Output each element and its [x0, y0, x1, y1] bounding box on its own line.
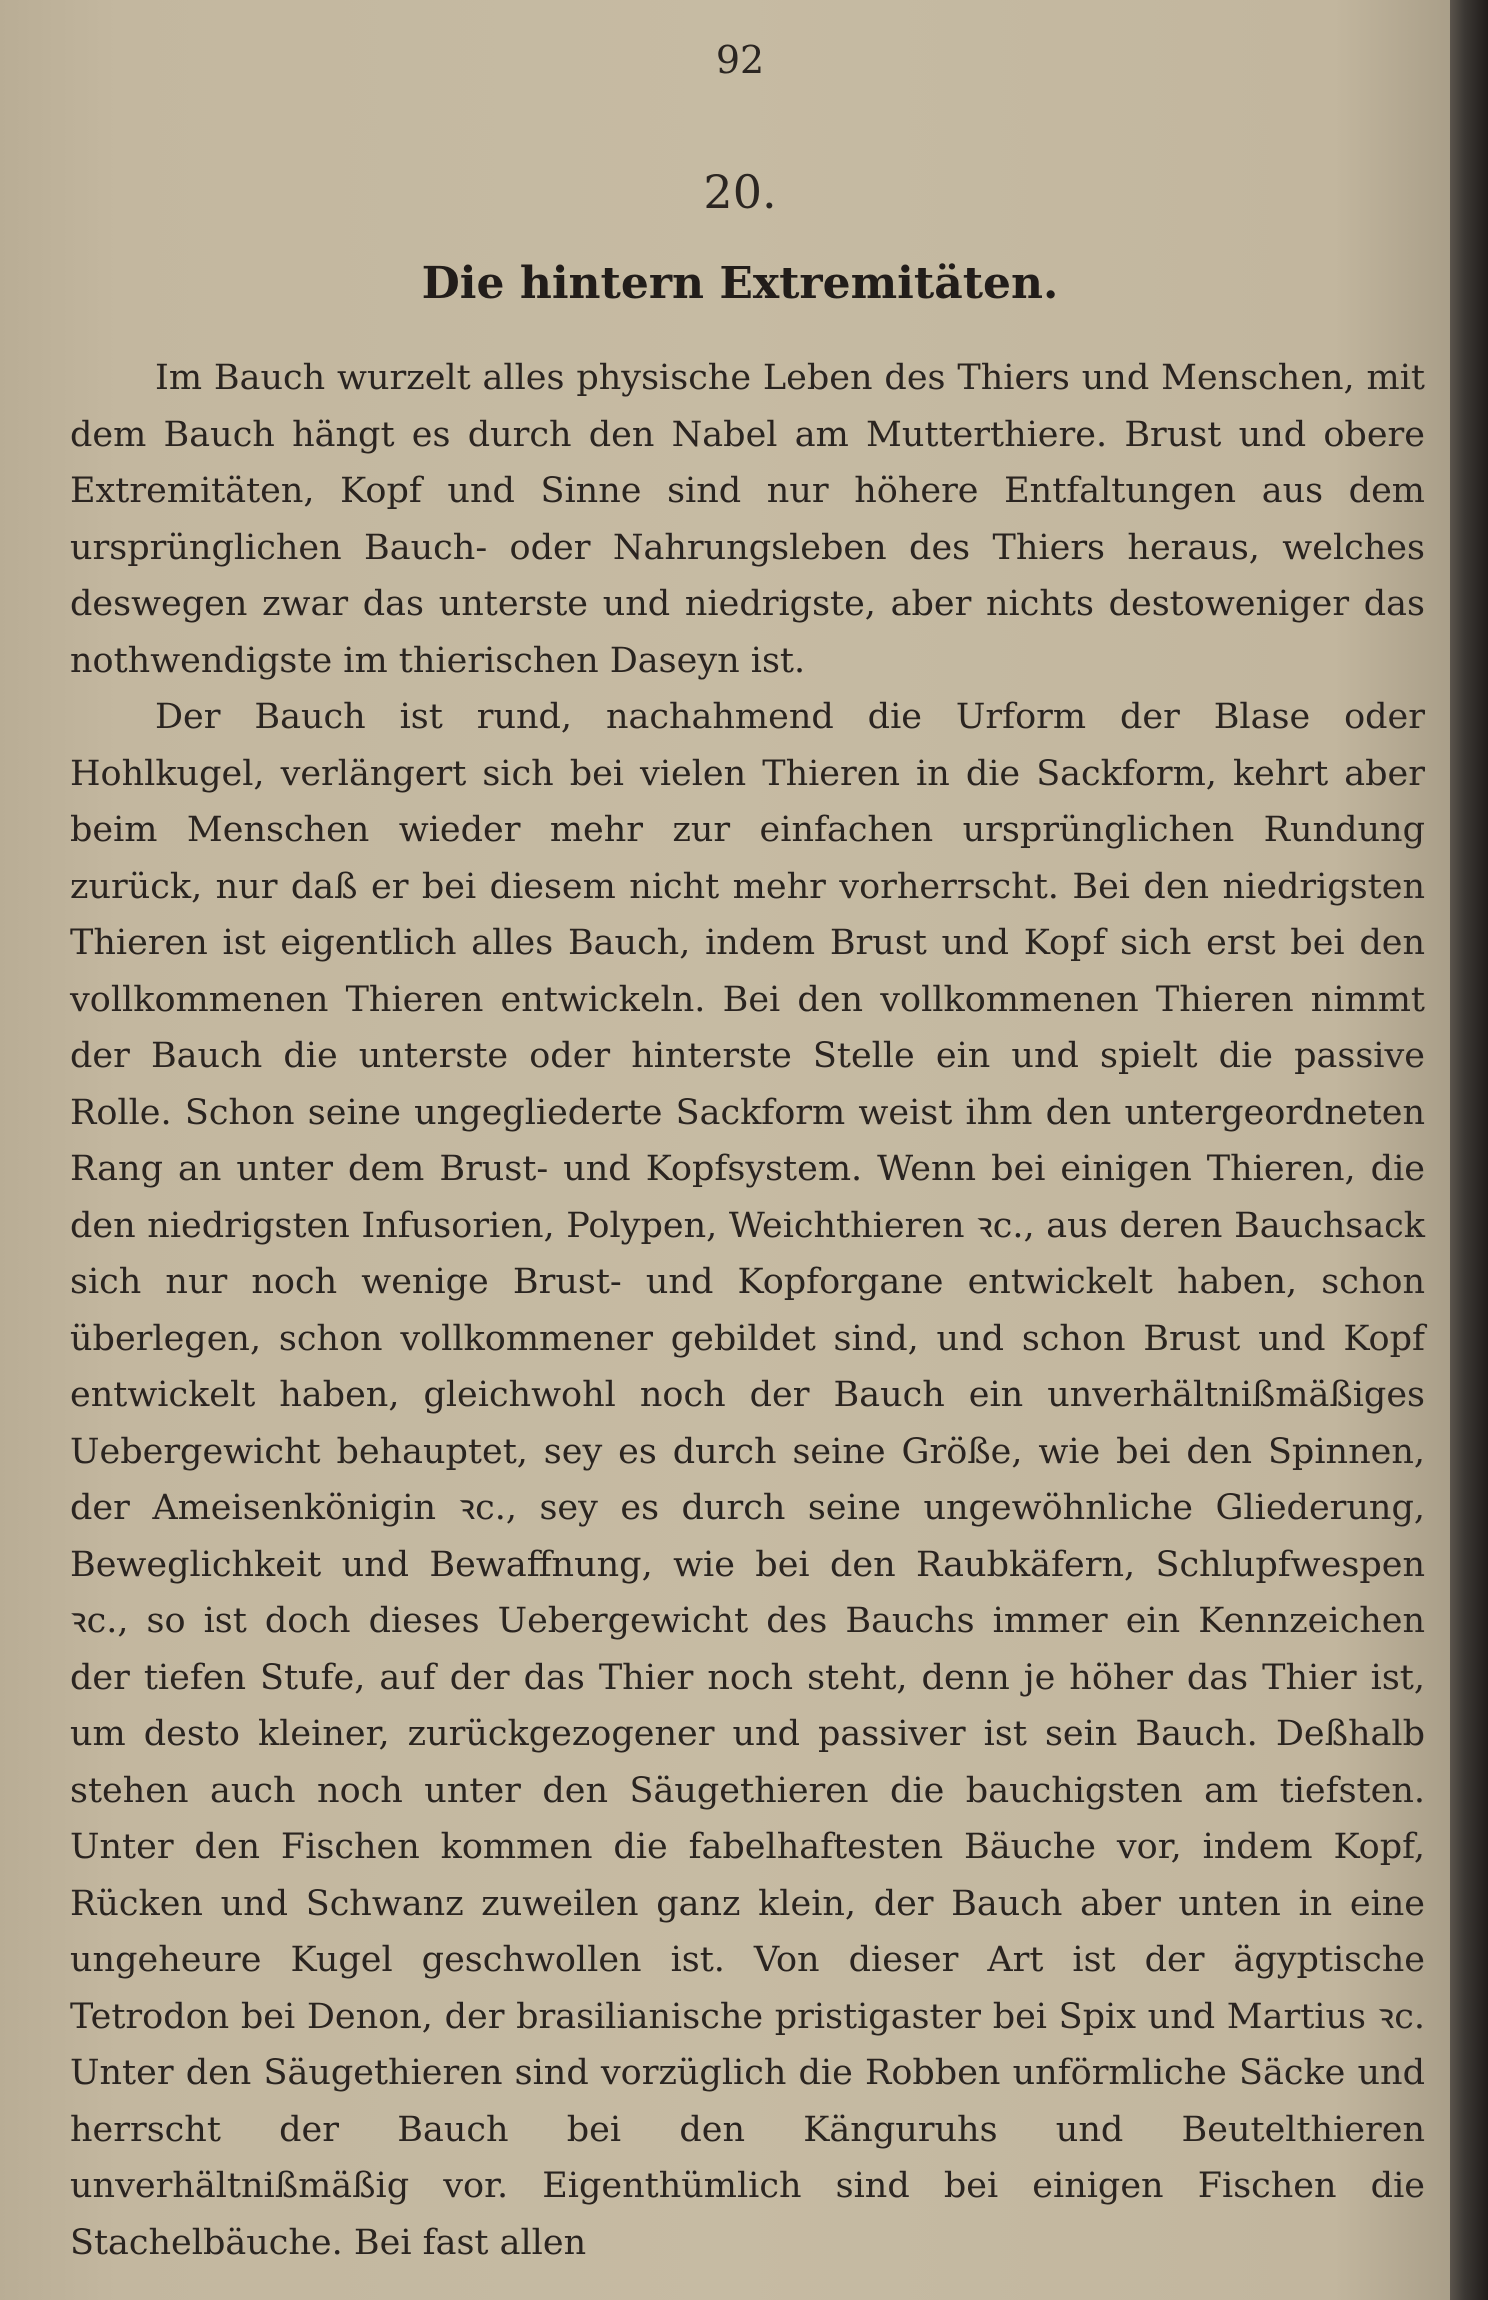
- paragraph: Der Bauch ist rund, nachahmend die Urform der Blase oder Hohlkugel, verlängert sich bei vielen Thieren in die Sackform, kehrt aber beim Menschen wieder mehr zur einfachen ursprünglichen Rundung zurück, nur daß er bei diesem nicht mehr vorherrscht. Bei den niedrigsten Thieren ist eigentlich alles Bauch, indem Brust und Kopf sich erst bei den vollkommenen Thieren entwickeln. Bei den vollkommenen Thieren nimmt der Bauch die unterste oder hinterste Stelle ein und spielt die passive Rolle. Schon seine ungegliederte Sackform weist ihm den untergeordneten Rang an unter dem Brust- und Kopfsystem. Wenn bei einigen Thieren, die den niedrigsten Infusorien, Polypen, Weichthieren ꝛc., aus deren Bauchsack sich nur noch wenige Brust- und Kopforgane entwickelt haben, schon überlegen, schon vollkommener gebildet sind, und schon Brust und Kopf entwickelt haben, gleichwohl noch der Bauch ein unverhältnißmäßiges Uebergewicht behauptet, sey es durch seine Größe, wie bei den Spinnen, der Ameisenkönigin ꝛc., sey es durch seine ungewöhnliche Gliederung, Beweglichkeit und Bewaffnung, wie bei den Raubkäfern, Schlupfwespen ꝛc., so ist doch dieses Uebergewicht des Bauchs immer ein Kennzeichen der tiefen Stufe, auf der das Thier noch steht, denn je höher das Thier ist, um desto kleiner, zurückgezogener und passiver ist sein Bauch. Deßhalb stehen auch noch unter den Säugethieren die bauchigsten am tiefsten. Unter den Fischen kommen die fabelhaftesten Bäuche vor, indem Kopf, Rücken und Schwanz zuweilen ganz klein, der Bauch aber unten in eine ungeheure Kugel geschwollen ist. Von dieser Art ist der ägyptische Tetrodon bei Denon, der brasilianische pristigaster bei Spix und Martius ꝛc. Unter den Säugethieren sind vorzüglich die Robben unförmliche Säcke und herrscht der Bauch bei den Känguruhs und Beutelthieren unverhältnißmäßig vor. Eigenthümlich sind bei einigen Fischen die Stachelbäuche. Bei fast allen: [70, 697, 1425, 2263]
- page-number: 92: [715, 38, 765, 82]
- body-text: [70, 350, 1425, 2271]
- section-heading: Die hintern Extremitäten.: [421, 258, 1059, 309]
- page-edge-shadow: [1450, 0, 1488, 2300]
- section-number: 20.: [703, 165, 777, 219]
- paragraph: Im Bauch wurzelt alles physische Leben des Thiers und Menschen, mit dem Bauch hängt es durch den Nabel am Mutterthiere. Brust und obere Extremitäten, Kopf und Sinne sind nur höhere Entfaltungen aus dem ursprünglichen Bauch- oder Nahrungsleben des Thiers heraus, welches deswegen zwar das unterste und niedrigste, aber nichts destoweniger das nothwendigste im thierischen Daseyn ist.: [70, 358, 1425, 681]
